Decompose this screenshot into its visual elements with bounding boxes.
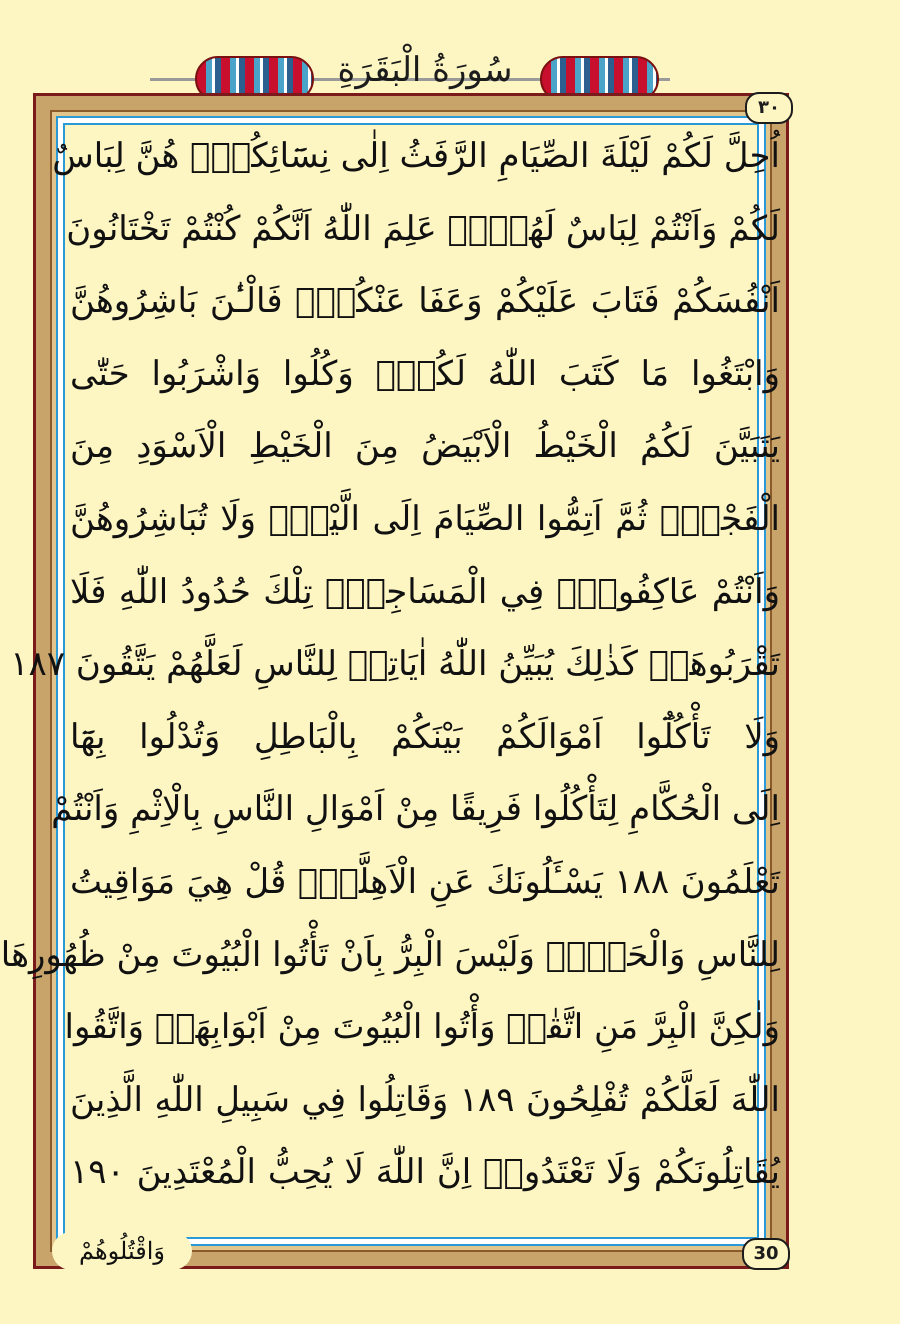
verse-line: اَنْفُسَكُمْ فَتَابَ عَلَيْكُمْ وَعَفَا عَنْكُمْۚ فَالْـٰٔنَ بَاشِرُوهُنَّ bbox=[70, 281, 780, 322]
surah-title: سُورَةُ الْبَقَرَةِ bbox=[337, 50, 513, 90]
catchword: وَاقْتُلُوهُمْ bbox=[52, 1232, 192, 1270]
verse-line: يَتَبَيَّنَ لَكُمُ الْخَيْطُ الْاَبْيَضُ مِنَ الْخَيْطِ الْاَسْوَدِ مِنَ bbox=[70, 426, 780, 467]
page-number-arabic: ٣٠ bbox=[745, 92, 793, 124]
page-number: 30 bbox=[742, 1238, 790, 1270]
verse-line: وَلٰكِنَّ الْبِرَّ مَنِ اتَّقٰىۚ وَأْتُوا الْبُيُوتَ مِنْ اَبْوَابِهَاۖ وَاتَّقُوا bbox=[64, 1007, 780, 1048]
verse-line: وَلَا تَأْكُلُٓوا اَمْوَالَكُمْ بَيْنَكُمْ بِالْبَاطِلِ وَتُدْلُوا بِهَٓا bbox=[70, 716, 780, 757]
verse-line: لَكُمْ وَاَنْتُمْ لِبَاسٌ لَهُنَّۜ عَلِمَ اللّٰهُ اَنَّكُمْ كُنْتُمْ تَخْتَانُونَ bbox=[66, 208, 780, 249]
verse-lines bbox=[0, 120, 780, 1210]
verse-line: يُقَاتِلُونَكُمْ وَلَا تَعْتَدُواۜ اِنَّ اللّٰهَ لَا يُحِبُّ الْمُعْتَدِينَ ١٩٠ bbox=[70, 1152, 780, 1193]
verse-line: اِلَى الْحُكَّامِ لِتَأْكُلُوا فَرِيقًا مِنْ اَمْوَالِ النَّاسِ بِالْاِثْمِ وَاَنْتُمْ bbox=[51, 789, 780, 830]
verse-line: وَابْتَغُوا مَا كَتَبَ اللّٰهُ لَكُمْۖ وَكُلُوا وَاشْرَبُوا حَتّٰى bbox=[70, 353, 780, 394]
verse-line: اللّٰهَ لَعَلَّكُمْ تُفْلِحُونَ ١٨٩ وَقَاتِلُوا فِي سَبِيلِ اللّٰهِ الَّذِينَ bbox=[70, 1079, 780, 1120]
verse-line: تَعْلَمُونَ ١٨٨ يَسْـَٔلُونَكَ عَنِ الْاَهِلَّةِۜ قُلْ هِيَ مَوَاقِيتُ bbox=[70, 861, 780, 902]
verse-line: وَاَنْتُمْ عَاكِفُونَۙ فِي الْمَسَاجِدِۜ تِلْكَ حُدُودُ اللّٰهِ فَلَا bbox=[70, 571, 780, 612]
verse-line: تَقْرَبُوهَاۜ كَذٰلِكَ يُبَيِّنُ اللّٰهُ اٰيَاتِه۪ لِلنَّاسِ لَعَلَّهُمْ يَتَّقُونَ ١٨٧ bbox=[10, 644, 780, 685]
verse-line: الْفَجْرِۖ ثُمَّ اَتِمُّوا الصِّيَامَ اِلَى الَّيْلِۚ وَلَا تُبَاشِرُوهُنَّ bbox=[70, 498, 780, 539]
verse-line: لِلنَّاسِ وَالْحَجِّۜ وَلَيْسَ الْبِرُّ بِاَنْ تَأْتُوا الْبُيُوتَ مِنْ ظُهُورِهَا bbox=[0, 934, 780, 975]
verse-line: اُحِلَّ لَكُمْ لَيْلَةَ الصِّيَامِ الرَّفَثُ اِلٰى نِسَٓائِكُمْۜ هُنَّ لِبَاسٌ bbox=[52, 136, 780, 176]
